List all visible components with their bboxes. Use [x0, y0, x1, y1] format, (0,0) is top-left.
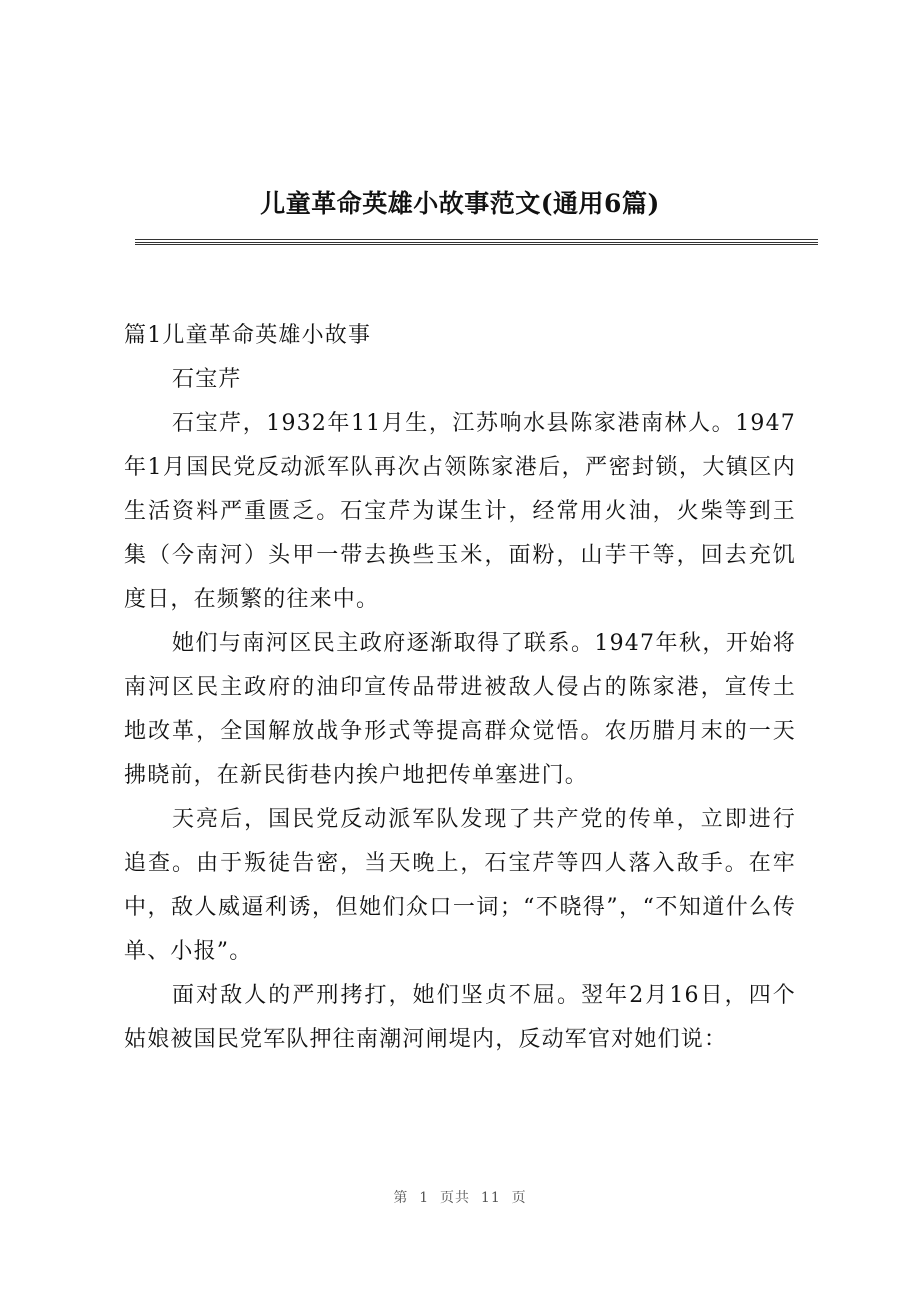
hero-name: 石宝芹 — [172, 367, 242, 392]
title-double-rule — [135, 239, 818, 243]
paragraph: 石宝芹，1932年11月生，江苏响水县陈家港南林人。1947年1月国民党反动派军队再次占领陈家港后，严密封锁，大镇区内生活资料严重匮乏。石宝芹为谋生计，经常用火油，火柴等到王集（今南河）头甲一带去换些玉米，面粉，山芋干等，回去充饥度日，在频繁的往来中。 — [124, 411, 796, 612]
paragraph: 她们与南河区民主政府逐渐取得了联系。1947年秋，开始将南河区民主政府的油印宣传品带进被敌人侵占的陈家港，宣传土地改革，全国解放战争形式等提高群众觉悟。农历腊月末的一天拂晓前，在新民街巷内挨户地把传单塞进门。 — [124, 631, 796, 788]
document-body — [124, 314, 796, 1062]
paragraph: 面对敌人的严刑拷打，她们坚贞不屈。翌年2月16日，四个姑娘被国民党军队押往南潮河闸堤内，反动军官对她们说： — [124, 983, 796, 1052]
paragraph: 天亮后，国民党反动派军队发现了共产党的传单，立即进行追查。由于叛徒告密，当天晚上，石宝芹等四人落入敌手。在牢中，敌人威逼利诱，但她们众口一词；“不晓得”，“不知道什么传单、小报”。 — [124, 807, 796, 964]
page-footer: 第 1 页共 11 页 — [393, 1190, 527, 1206]
title-rule-lower — [135, 244, 818, 245]
section-heading: 篇1儿童革命英雄小故事 — [124, 323, 372, 348]
document-title: 儿童革命英雄小故事范文(通用6篇) — [260, 189, 660, 218]
